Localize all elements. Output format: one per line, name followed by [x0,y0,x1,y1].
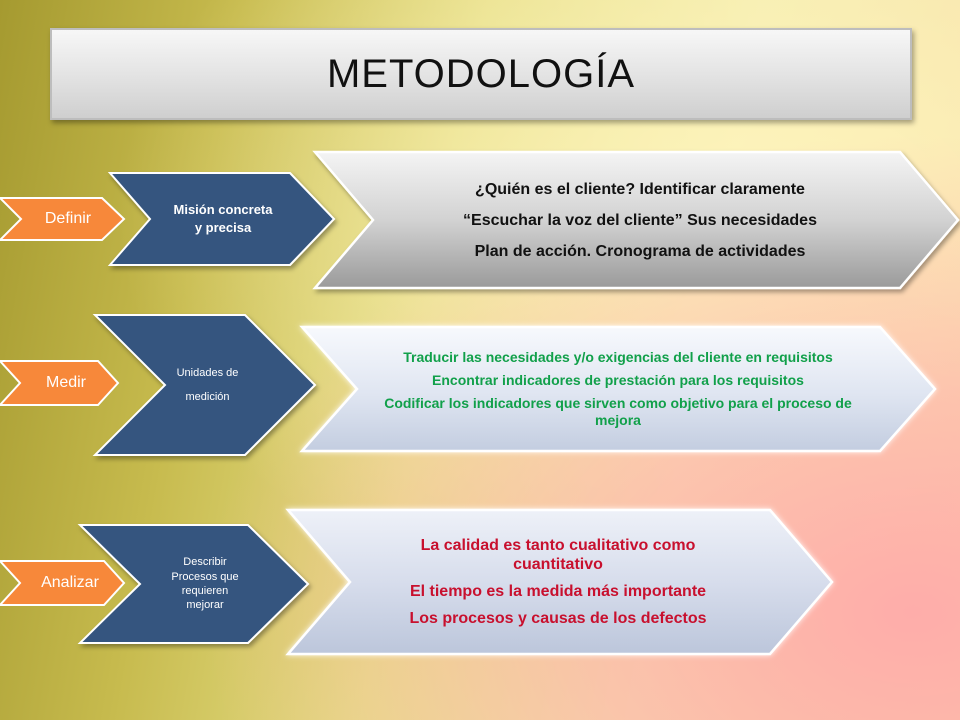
subtitle-analizar: Describir Procesos que requieren mejorar [171,556,239,612]
definir-item: “Escuchar la voz del cliente” Sus necesidades [463,211,817,229]
analizar-items [352,520,764,644]
phase-label-definir: Definir [44,210,92,227]
analizar-item: La calidad es tanto cualitativo como cuantitativo [420,536,696,573]
medir-items [362,334,874,444]
definir-items [380,160,900,280]
analizar-item: El tiempo es la medida más importante [409,583,707,600]
medir-item: Encontrar indicadores de prestación para los requisitos [432,372,804,389]
page-title: METODOLOGÍA [326,51,636,96]
definir-item: Plan de acción. Cronograma de actividades [474,242,806,260]
medir-item: Traducir las necesidades y/o exigencias del cliente en requisitos [403,349,833,366]
phase-label-medir: Medir [45,374,86,391]
phase-label-analizar: Analizar [41,574,99,591]
analizar-item: Los procesos y causas de los defectos [409,610,707,628]
subtitle-medir: Unidades de medición [176,366,239,403]
definir-item: ¿Quién es el cliente? Identificar claramente [475,180,805,198]
medir-item: Codificar los indicadores que sirven como objetivo para el proceso de mejora [384,395,852,428]
subtitle-definir: Misión concreta y precisa [173,202,273,235]
